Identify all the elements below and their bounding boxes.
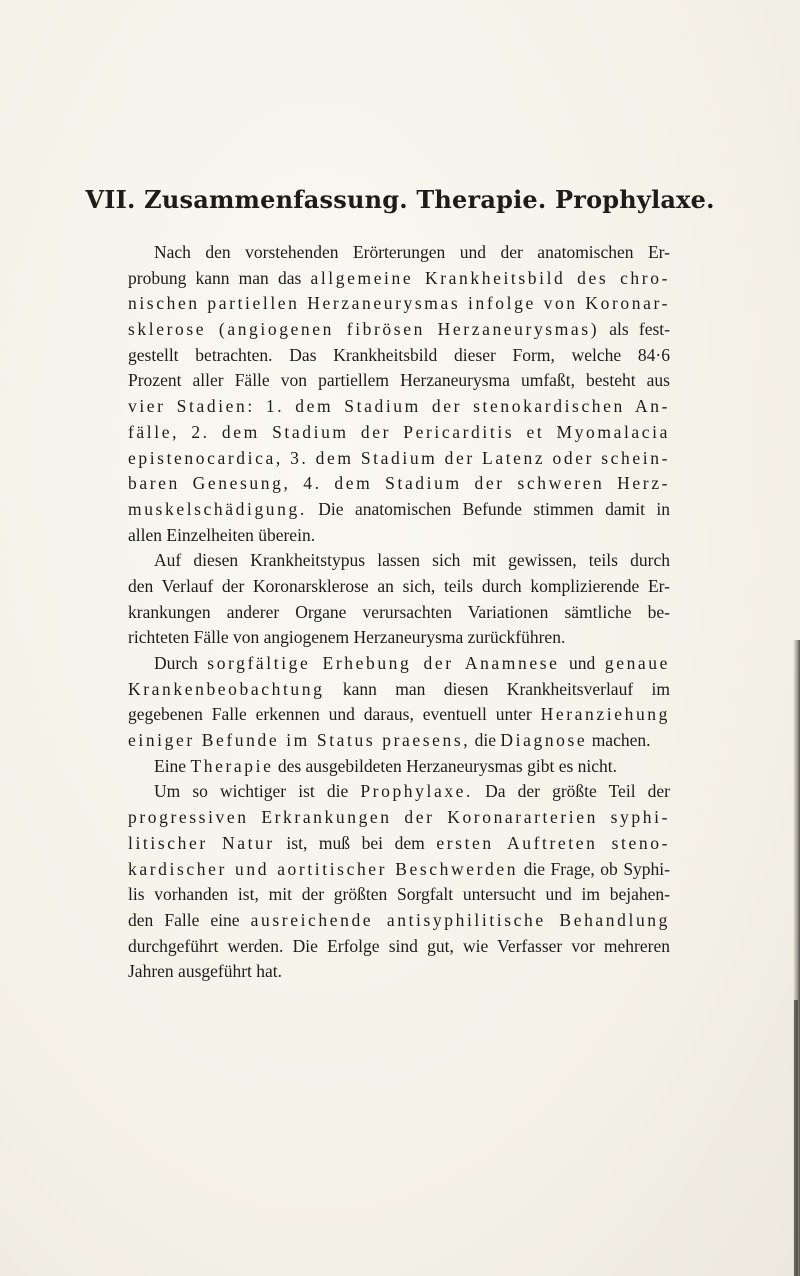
page-edge-dark (794, 1000, 798, 1276)
spaced-emphasis-text: Diagnose (500, 730, 588, 751)
text-line (128, 240, 670, 266)
spaced-emphasis-text: kardischer und aortitischer Beschwerden (128, 858, 519, 879)
text-run: den Falle eine (128, 909, 251, 930)
text-line (128, 677, 670, 703)
text-run: ist, muß bei dem (274, 832, 437, 853)
spaced-emphasis-text: sklerose (angiogenen fibrösen Herzaneurysmas) (128, 319, 600, 340)
text-run: Um so wichtiger ist die (154, 781, 361, 802)
text-run: des ausgebildeten Herzaneurysmas gibt es nicht. (273, 755, 618, 776)
text-line (128, 343, 670, 369)
text-line (128, 779, 670, 805)
text-run: gegebenen Falle erkennen und daraus, eventuell unter (128, 704, 541, 725)
spaced-emphasis-text: vier Stadien: 1. dem Stadium der stenokardischen An- (128, 396, 670, 417)
text-line (128, 574, 670, 600)
spaced-emphasis-text: fälle, 2. dem Stadium der Pericarditis et Myomalacia (128, 421, 670, 442)
text-run: Nach den vorstehenden Erörterungen und der anatomischen Er- (154, 242, 670, 262)
text-line (128, 702, 670, 728)
spaced-emphasis-text: Prophylaxe. (360, 781, 474, 802)
text-run: allen Einzelheiten überein. (128, 524, 316, 545)
spaced-emphasis-text: nischen partiellen Herzaneurysmas infolge von Koronar- (128, 293, 670, 314)
text-line (128, 471, 670, 497)
text-run: die Frage, ob Syphi- (518, 858, 670, 879)
text-run: Die anatomischen Befunde stimmen damit in (306, 498, 670, 519)
text-line (128, 548, 670, 574)
text-line (128, 291, 670, 317)
text-run: als fest- (599, 319, 670, 340)
text-run: den Verlauf der Koronarsklerose an sich, teils durch komplizierende Er- (128, 575, 670, 596)
spaced-emphasis-text: baren Genesung, 4. dem Stadium der schweren Herz- (128, 473, 670, 494)
text-line (128, 651, 670, 677)
text-run: lis vorhanden ist, mit der größten Sorgfalt untersucht und im bejahen- (128, 884, 670, 905)
chapter-heading: VII. Zusammenfassung. Therapie. Prophylaxe. (85, 185, 715, 214)
text-run: und (559, 653, 605, 673)
text-line (128, 368, 670, 394)
text-line (128, 497, 670, 523)
spaced-emphasis-text: litischer Natur (128, 832, 275, 853)
spaced-emphasis-text: Krankenbeobachtung (128, 678, 325, 699)
text-line (128, 754, 670, 780)
text-run: durchgeführt werden. Die Erfolge sind gut, wie Verfasser vor mehreren (128, 935, 670, 956)
text-line (128, 266, 670, 292)
text-run: Auf diesen Krankheitstypus lassen sich mit gewissen, teils durch (154, 550, 670, 571)
text-run: kann man diesen Krankheitsverlauf im (324, 678, 670, 699)
text-run: krankungen anderer Organe verursachten Variationen sämtliche be- (128, 601, 670, 622)
text-run: machen. (587, 730, 651, 751)
text-line (128, 420, 670, 446)
text-line (128, 523, 670, 549)
text-run: die (470, 730, 501, 751)
text-run: Prozent aller Fälle von partiellem Herzaneurysma umfaßt, besteht aus (128, 370, 670, 391)
text-run: Da der größte Teil der (473, 781, 671, 802)
spaced-emphasis-text: einiger Befunde im Status praesens, (128, 730, 471, 751)
text-line (128, 857, 670, 883)
spaced-emphasis-text: progressiven Erkrankungen der Koronararterien syphi- (128, 807, 670, 828)
text-line (128, 317, 670, 343)
spaced-emphasis-text: genaue (604, 653, 671, 673)
text-line (128, 831, 670, 857)
text-line (128, 908, 670, 934)
spaced-emphasis-text: allgemeine Krankheitsbild des chro- (310, 267, 670, 288)
text-line (128, 882, 670, 908)
text-run: Durch (154, 653, 208, 673)
spaced-emphasis-text: ersten Auftreten steno- (436, 832, 670, 853)
spaced-emphasis-text: epistenocardica, 3. dem Stadium der Latenz oder schein- (128, 447, 670, 468)
spaced-emphasis-text: Therapie (190, 755, 274, 776)
text-line (128, 728, 670, 754)
spaced-emphasis-text: ausreichende antisyphilitische Behandlung (250, 909, 671, 930)
text-run: Eine (154, 755, 191, 776)
spaced-emphasis-text: muskelschädigung. (128, 498, 307, 519)
spaced-emphasis-text: sorgfältige Erhebung der Anamnese (207, 653, 560, 673)
text-line (128, 600, 670, 626)
text-line (128, 394, 670, 420)
text-line (128, 805, 670, 831)
text-line (128, 934, 670, 960)
text-run: probung kann man das (128, 267, 311, 288)
text-line (128, 446, 670, 472)
body-text (128, 240, 670, 985)
text-run: gestellt betrachten. Das Krankheitsbild dieser Form, welche 84·6 (128, 344, 670, 365)
text-run: Jahren ausgeführt hat. (128, 961, 283, 982)
text-run: richteten Fälle von angiogenem Herzaneurysma zurückführen. (128, 627, 566, 648)
text-line (128, 625, 670, 651)
spaced-emphasis-text: Heranziehung (540, 704, 670, 725)
text-line (128, 959, 670, 985)
